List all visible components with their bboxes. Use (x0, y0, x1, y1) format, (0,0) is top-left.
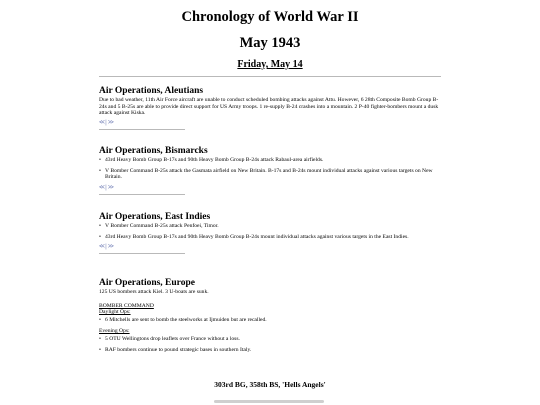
month-heading: May 1943 (239, 35, 301, 51)
previous-arrow-icon[interactable]: << (99, 119, 104, 126)
nav-separator: | (105, 119, 107, 126)
section-aleutians (99, 86, 441, 130)
nav-separator: | (105, 244, 107, 251)
section-nav (99, 120, 441, 126)
list-item: • V Bomber Command B-25s attack the Gasmata airfield on New Britain. B-17s and B-24s mount individual attacks against various targets on New Britain. (99, 168, 441, 181)
daylight-ops-label: Daylight Ops: (99, 309, 131, 316)
section-divider (99, 129, 185, 130)
footer-caption: 303rd BG, 358th BS, 'Hells Angels' (214, 380, 326, 389)
list-item: • 6 Mitchells are sent to bomb the steelworks at Ijmuiden but are recalled. (99, 317, 441, 324)
list-item: • V Bomber Command B-25s attack Penfoei, Timor. (99, 223, 441, 230)
section-text: 125 US bombers attack Kiel. 3 U-boats are sunk. (99, 289, 209, 295)
previous-arrow-icon[interactable]: << (99, 244, 104, 251)
section-heading: Air Operations, Europe (99, 278, 195, 288)
section-heading: Air Operations, East Indies (99, 212, 211, 222)
section-bismarcks (99, 146, 441, 195)
nav-separator: | (105, 184, 107, 191)
section-heading: Air Operations, Aleutians (99, 86, 204, 96)
item-list (99, 157, 441, 181)
date-heading: Friday, May 14 (237, 59, 303, 70)
list-item: • 5 OTU Wellingtons drop leaflets over France without a loss. (99, 336, 441, 343)
daylight-list (99, 317, 441, 324)
next-arrow-icon[interactable]: >> (108, 244, 113, 251)
section-divider (99, 194, 185, 195)
section-divider (99, 253, 185, 254)
list-item: • RAF bombers continue to pound strategic bases in southern Italy. (99, 347, 441, 354)
previous-arrow-icon[interactable]: << (99, 184, 104, 191)
section-europe (99, 278, 441, 357)
section-nav (99, 185, 441, 191)
section-nav (99, 244, 441, 250)
section-heading: Air Operations, Bismarcks (99, 146, 208, 156)
evening-ops-label: Evening Ops: (99, 328, 130, 335)
next-arrow-icon[interactable]: >> (108, 119, 113, 126)
horizontal-scrollbar[interactable] (214, 400, 324, 403)
divider (99, 76, 441, 77)
evening-list (99, 336, 441, 353)
list-item: • 43rd Heavy Bomb Group B-17s and 90th Heavy Bomb Group B-24s mount individual attacks against various targets in the East Indies. (99, 234, 441, 241)
section-east-indies (99, 212, 441, 254)
section-text: Due to bad weather, 11th Air Force aircraft are unable to conduct scheduled bombing attacks against Attu. However, 6 28th Composite Bomb Group B-24s and 5 B-25s are able to provide direct support for US Army troops. 1 re-supply B-24 crashes into a mountain. 2 P-40 fighter-bombers mount a dusk attack against Kiska. (99, 97, 439, 117)
list-item: • 43rd Heavy Bomb Group B-17s and 90th Heavy Bomb Group B-24s attack Rabaul-area airfields. (99, 157, 441, 164)
page-title: Chronology of World War II (181, 9, 359, 25)
bomber-command-label: BOMBER COMMAND (99, 302, 154, 309)
item-list (99, 223, 441, 240)
next-arrow-icon[interactable]: >> (108, 184, 113, 191)
